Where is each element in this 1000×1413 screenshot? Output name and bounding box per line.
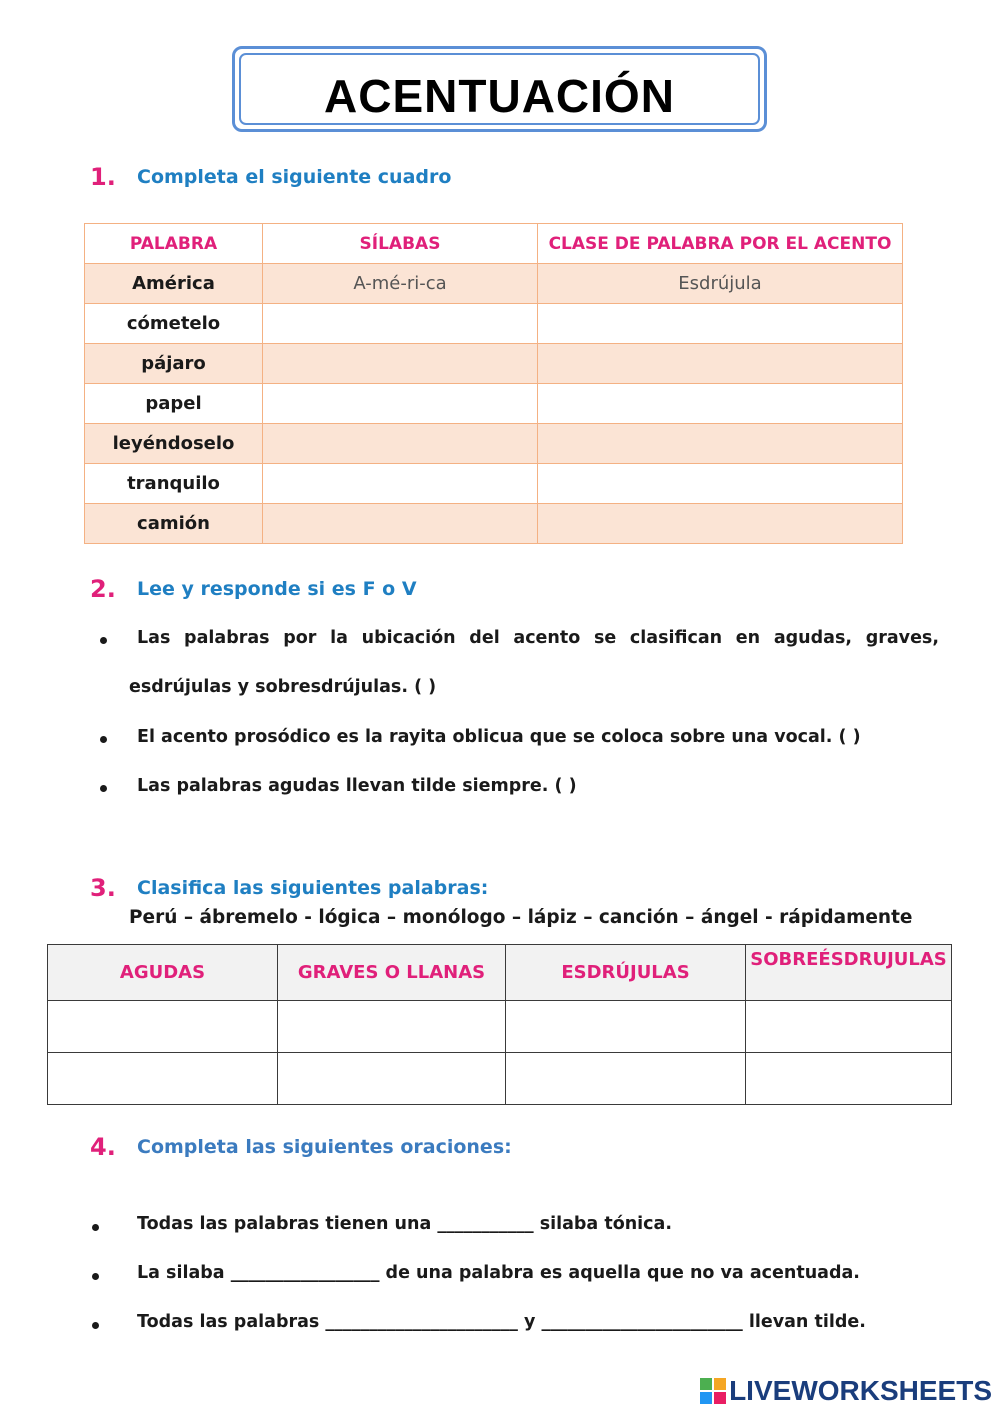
syllable-table-header bbox=[85, 224, 903, 264]
header-graves: GRAVES O LLANAS bbox=[278, 945, 506, 1001]
syllable-table bbox=[84, 223, 903, 544]
statement-2: El acento prosódico es la rayita oblicua que se coloca sobre una vocal. ( ) bbox=[137, 727, 861, 747]
statement-1-line-1: Las palabras por la ubicación del acento se clasifican en agudas, graves, bbox=[137, 628, 939, 648]
table-row bbox=[48, 1001, 952, 1053]
type-input[interactable] bbox=[538, 344, 903, 384]
syllables-input[interactable] bbox=[263, 304, 538, 344]
bullet-icon bbox=[100, 785, 107, 792]
agudas-input[interactable] bbox=[48, 1001, 278, 1053]
sobreesdrujulas-input[interactable] bbox=[746, 1001, 952, 1053]
sentence-1: Todas las palabras tienen una ___________ silaba tónica. bbox=[137, 1214, 673, 1234]
table-row bbox=[85, 264, 903, 304]
table-row bbox=[85, 344, 903, 384]
word-cell: leyéndoselo bbox=[85, 424, 263, 464]
word-cell: pájaro bbox=[85, 344, 263, 384]
header-palabra: PALABRA bbox=[85, 224, 263, 264]
syllables-input[interactable] bbox=[263, 344, 538, 384]
esdrujulas-input[interactable] bbox=[506, 1001, 746, 1053]
classification-table bbox=[47, 944, 952, 1105]
header-agudas: AGUDAS bbox=[48, 945, 278, 1001]
header-silabas: SÍLABAS bbox=[263, 224, 538, 264]
section-2-heading: Lee y responde si es F o V bbox=[137, 578, 417, 600]
syllables-input[interactable] bbox=[263, 504, 538, 544]
brand-name: LIVEWORKSHEETS bbox=[729, 1375, 992, 1406]
section-2-number: 2. bbox=[90, 575, 116, 603]
section-3-number: 3. bbox=[90, 874, 116, 902]
table-row bbox=[85, 304, 903, 344]
statement-1-line-2: esdrújulas y sobresdrújulas. ( ) bbox=[129, 677, 437, 697]
word-list: Perú – ábremelo - lógica – monólogo – lápiz – canción – ángel - rápidamente bbox=[129, 907, 913, 928]
liveworksheets-logo bbox=[700, 1375, 992, 1407]
syllables-input[interactable] bbox=[263, 384, 538, 424]
syllables-cell[interactable]: A-mé-ri-ca bbox=[263, 264, 538, 304]
table-row bbox=[48, 1053, 952, 1105]
page-title: ACENTUACIÓN bbox=[324, 70, 675, 122]
liveworksheets-icon bbox=[700, 1378, 726, 1404]
table-row bbox=[85, 504, 903, 544]
word-cell: tranquilo bbox=[85, 464, 263, 504]
section-1-heading: Completa el siguiente cuadro bbox=[137, 166, 452, 188]
bullet-icon bbox=[92, 1224, 99, 1231]
agudas-input[interactable] bbox=[48, 1053, 278, 1105]
word-cell: cómetelo bbox=[85, 304, 263, 344]
sentence-3: Todas las palabras ______________________ y _______________________ llevan tilde. bbox=[137, 1312, 866, 1332]
section-1-number: 1. bbox=[90, 163, 116, 191]
header-sobreesdrujulas: SOBREÉSDRUJULAS bbox=[746, 945, 952, 1001]
word-cell: papel bbox=[85, 384, 263, 424]
table-row bbox=[85, 384, 903, 424]
graves-input[interactable] bbox=[278, 1053, 506, 1105]
type-input[interactable] bbox=[538, 464, 903, 504]
bullet-icon bbox=[92, 1322, 99, 1329]
section-4-number: 4. bbox=[90, 1133, 116, 1161]
syllables-input[interactable] bbox=[263, 424, 538, 464]
table-row bbox=[85, 424, 903, 464]
section-4-heading: Completa las siguientes oraciones: bbox=[137, 1136, 512, 1158]
word-cell: camión bbox=[85, 504, 263, 544]
esdrujulas-input[interactable] bbox=[506, 1053, 746, 1105]
type-input[interactable] bbox=[538, 384, 903, 424]
sentence-2: La silaba _________________ de una palabra es aquella que no va acentuada. bbox=[137, 1263, 860, 1283]
section-3-heading: Clasifica las siguientes palabras: bbox=[137, 877, 489, 899]
header-clase: CLASE DE PALABRA POR EL ACENTO bbox=[538, 224, 903, 264]
table-row bbox=[85, 464, 903, 504]
statement-3: Las palabras agudas llevan tilde siempre. ( ) bbox=[137, 776, 577, 796]
header-esdrujulas: ESDRÚJULAS bbox=[506, 945, 746, 1001]
type-cell[interactable]: Esdrújula bbox=[538, 264, 903, 304]
bullet-icon bbox=[100, 736, 107, 743]
graves-input[interactable] bbox=[278, 1001, 506, 1053]
bullet-icon bbox=[100, 637, 107, 644]
sobreesdrujulas-input[interactable] bbox=[746, 1053, 952, 1105]
title-box bbox=[232, 46, 767, 132]
word-cell: América bbox=[85, 264, 263, 304]
bullet-icon bbox=[92, 1273, 99, 1280]
type-input[interactable] bbox=[538, 504, 903, 544]
classification-header bbox=[48, 945, 952, 1001]
syllables-input[interactable] bbox=[263, 464, 538, 504]
type-input[interactable] bbox=[538, 424, 903, 464]
type-input[interactable] bbox=[538, 304, 903, 344]
